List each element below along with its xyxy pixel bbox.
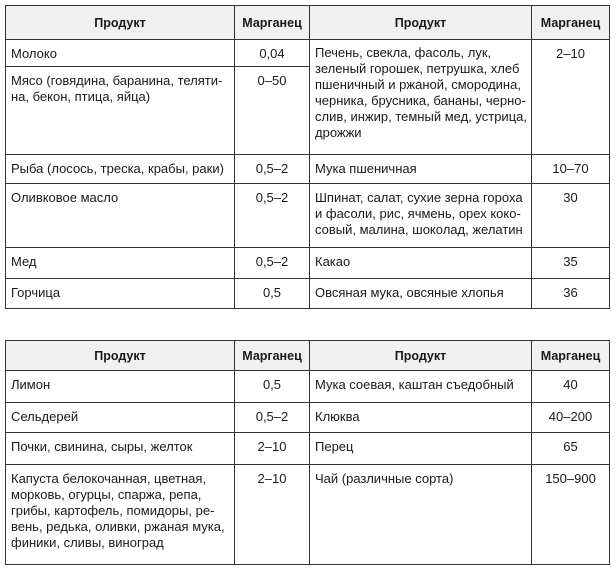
manganese-value: 65 bbox=[532, 433, 610, 465]
table-row bbox=[6, 433, 610, 465]
manganese-value: 150–900 bbox=[532, 465, 610, 565]
manganese-value: 36 bbox=[532, 279, 610, 309]
header-product: Продукт bbox=[310, 6, 532, 40]
manganese-value: 0,5 bbox=[235, 279, 310, 309]
product-name: Клюква bbox=[310, 403, 532, 433]
manganese-value: 10–70 bbox=[532, 155, 610, 184]
manganese-table-2 bbox=[5, 340, 610, 565]
manganese-value: 40 bbox=[532, 371, 610, 403]
manganese-value: 0,5 bbox=[235, 371, 310, 403]
manganese-value: 35 bbox=[532, 248, 610, 279]
product-name: Перец bbox=[310, 433, 532, 465]
product-name: Почки, свинина, сыры, желток bbox=[6, 433, 235, 465]
product-name: Печень, свекла, фасоль, лук, зеленый горошек, петрушка, хлеб пшеничный и ржаной, смородина, черника, брусника, бананы, чернослив, инжир, темный мед, устрица, дрожжи bbox=[310, 40, 532, 155]
table-row bbox=[6, 465, 610, 565]
table-row bbox=[6, 248, 610, 279]
product-name: Горчица bbox=[6, 279, 235, 309]
table-row bbox=[6, 403, 610, 433]
product-name: Оливковое масло bbox=[6, 184, 235, 248]
table-row bbox=[6, 279, 610, 309]
header-manganese: Марганец bbox=[532, 6, 610, 40]
manganese-value: 0,04 bbox=[235, 40, 310, 67]
header-product: Продукт bbox=[6, 341, 235, 371]
table-header-row bbox=[6, 341, 610, 371]
table-row bbox=[6, 371, 610, 403]
header-manganese: Марганец bbox=[235, 341, 310, 371]
product-name: Мука пшеничная bbox=[310, 155, 532, 184]
manganese-value: 2–10 bbox=[532, 40, 610, 155]
product-name: Молоко bbox=[6, 40, 235, 67]
header-product: Продукт bbox=[310, 341, 532, 371]
product-name: Капуста белокочанная, цветная, морковь, огурцы, спаржа, репа, грибы, картофель, помидоры, ревень, редька, оливки, ржаная мука, финики, сливы, виноград bbox=[6, 465, 235, 565]
product-name: Овсяная мука, овсяные хлопья bbox=[310, 279, 532, 309]
manganese-value: 40–200 bbox=[532, 403, 610, 433]
manganese-value: 0,5–2 bbox=[235, 248, 310, 279]
table-header-row bbox=[6, 6, 610, 40]
table-row bbox=[6, 184, 610, 248]
manganese-table-1 bbox=[5, 5, 610, 309]
manganese-value: 0,5–2 bbox=[235, 184, 310, 248]
product-name: Шпинат, салат, сухие зерна гороха и фасоли, рис, ячмень, орех кокосовый, малина, шоколад, желатин bbox=[310, 184, 532, 248]
manganese-value: 2–10 bbox=[235, 433, 310, 465]
table-row bbox=[6, 155, 610, 184]
header-manganese: Марганец bbox=[532, 341, 610, 371]
product-name: Сельдерей bbox=[6, 403, 235, 433]
product-name: Мед bbox=[6, 248, 235, 279]
product-name: Чай (различные сорта) bbox=[310, 465, 532, 565]
manganese-value: 0,5–2 bbox=[235, 155, 310, 184]
manganese-value: 0,5–2 bbox=[235, 403, 310, 433]
manganese-value: 0–50 bbox=[235, 67, 310, 155]
manganese-value: 30 bbox=[532, 184, 610, 248]
manganese-value: 2–10 bbox=[235, 465, 310, 565]
product-name: Лимон bbox=[6, 371, 235, 403]
product-name: Какао bbox=[310, 248, 532, 279]
product-name: Мука соевая, каштан съедобный bbox=[310, 371, 532, 403]
product-name: Мясо (говядина, баранина, телятина, бекон, птица, яйца) bbox=[6, 67, 235, 155]
product-name: Рыба (лосось, треска, крабы, раки) bbox=[6, 155, 235, 184]
table-row bbox=[6, 40, 610, 67]
header-manganese: Марганец bbox=[235, 6, 310, 40]
header-product: Продукт bbox=[6, 6, 235, 40]
